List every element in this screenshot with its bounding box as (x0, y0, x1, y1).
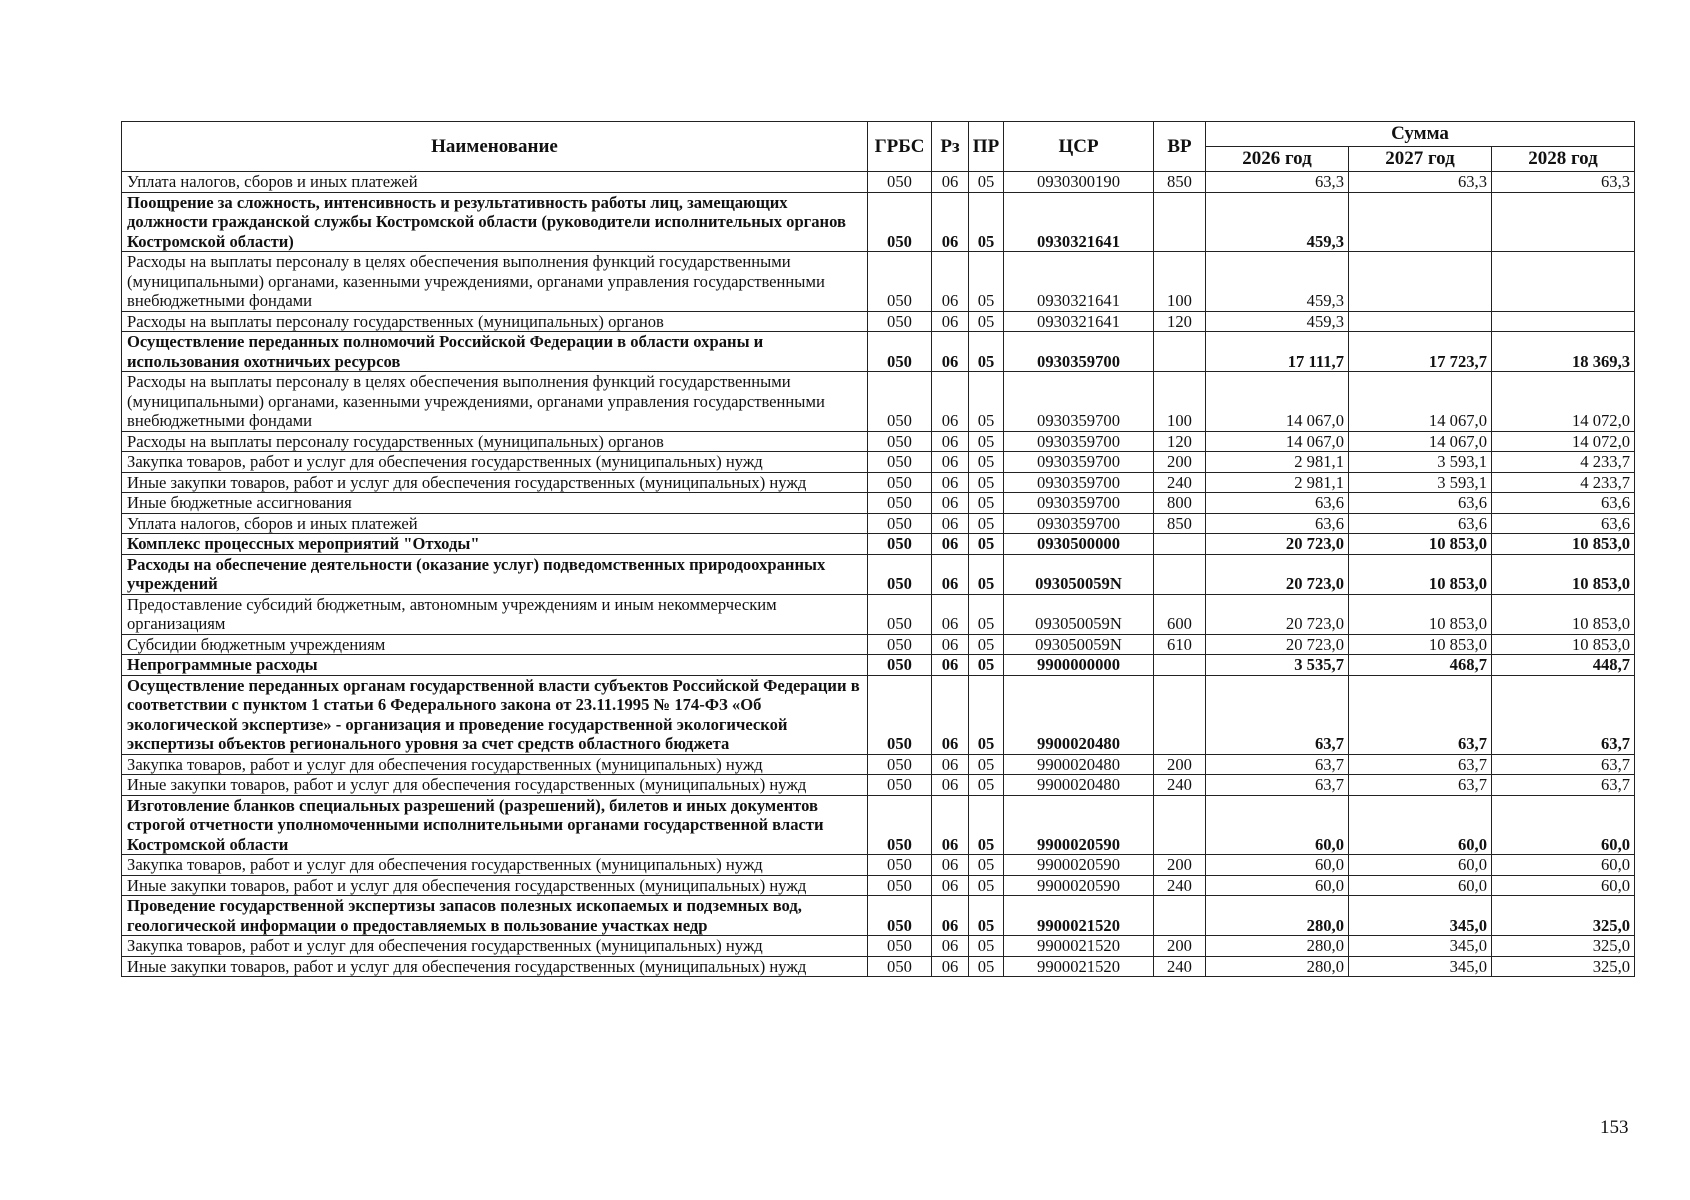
table-row (122, 472, 1635, 493)
cell-2028: 63,3 (1492, 172, 1635, 193)
cell-2026: 63,3 (1206, 172, 1349, 193)
cell-pr: 05 (969, 655, 1004, 676)
cell-pr: 05 (969, 192, 1004, 252)
cell-rz: 06 (932, 332, 969, 372)
cell-grbs: 050 (868, 252, 932, 312)
cell-grbs: 050 (868, 534, 932, 555)
cell-pr: 05 (969, 795, 1004, 855)
table-row (122, 875, 1635, 896)
cell-2026: 60,0 (1206, 855, 1349, 876)
cell-2027 (1349, 192, 1492, 252)
cell-name: Закупка товаров, работ и услуг для обеспечения государственных (муниципальных) нужд (122, 855, 868, 876)
cell-2028: 325,0 (1492, 956, 1635, 977)
cell-2026: 20 723,0 (1206, 594, 1349, 634)
cell-rz: 06 (932, 896, 969, 936)
cell-vr: 240 (1154, 472, 1206, 493)
cell-pr: 05 (969, 372, 1004, 432)
cell-name: Непрограммные расходы (122, 655, 868, 676)
cell-vr: 200 (1154, 855, 1206, 876)
cell-csr: 9900020590 (1004, 875, 1154, 896)
cell-rz: 06 (932, 675, 969, 754)
header-row (122, 122, 1635, 147)
cell-2026: 17 111,7 (1206, 332, 1349, 372)
cell-csr: 0930500000 (1004, 534, 1154, 555)
cell-name: Расходы на обеспечение деятельности (оказание услуг) подведомственных природоохранных учреждений (122, 554, 868, 594)
cell-name: Уплата налогов, сборов и иных платежей (122, 513, 868, 534)
header-year-2028: 2028 год (1492, 147, 1635, 172)
table-row (122, 956, 1635, 977)
cell-rz: 06 (932, 534, 969, 555)
cell-name: Иные закупки товаров, работ и услуг для обеспечения государственных (муниципальных) нужд (122, 775, 868, 796)
cell-csr: 9900020480 (1004, 775, 1154, 796)
cell-2026: 2 981,1 (1206, 452, 1349, 473)
cell-rz: 06 (932, 875, 969, 896)
cell-pr: 05 (969, 534, 1004, 555)
cell-name: Предоставление субсидий бюджетным, автономным учреждениям и иным некоммерческим организациям (122, 594, 868, 634)
cell-2027: 60,0 (1349, 855, 1492, 876)
cell-pr: 05 (969, 513, 1004, 534)
cell-grbs: 050 (868, 594, 932, 634)
cell-pr: 05 (969, 332, 1004, 372)
cell-2027: 60,0 (1349, 795, 1492, 855)
cell-rz: 06 (932, 452, 969, 473)
table-row (122, 795, 1635, 855)
cell-name: Комплекс процессных мероприятий "Отходы" (122, 534, 868, 555)
cell-2027: 3 593,1 (1349, 452, 1492, 473)
cell-csr: 0930359700 (1004, 472, 1154, 493)
cell-2027: 60,0 (1349, 875, 1492, 896)
cell-csr: 0930321641 (1004, 252, 1154, 312)
cell-csr: 0930359700 (1004, 332, 1154, 372)
cell-grbs: 050 (868, 754, 932, 775)
cell-pr: 05 (969, 554, 1004, 594)
cell-grbs: 050 (868, 634, 932, 655)
cell-pr: 05 (969, 855, 1004, 876)
cell-2027: 14 067,0 (1349, 372, 1492, 432)
cell-grbs: 050 (868, 372, 932, 432)
cell-csr: 0930359700 (1004, 513, 1154, 534)
header-sum: Сумма (1206, 122, 1635, 147)
table-row (122, 655, 1635, 676)
cell-name: Иные бюджетные ассигнования (122, 493, 868, 514)
cell-2026: 3 535,7 (1206, 655, 1349, 676)
cell-csr: 093050059N (1004, 634, 1154, 655)
cell-csr: 093050059N (1004, 554, 1154, 594)
cell-2027: 63,3 (1349, 172, 1492, 193)
cell-pr: 05 (969, 875, 1004, 896)
table-row (122, 754, 1635, 775)
cell-vr (1154, 554, 1206, 594)
cell-2027: 468,7 (1349, 655, 1492, 676)
cell-name: Осуществление переданных полномочий Российской Федерации в области охраны и использования охотничьих ресурсов (122, 332, 868, 372)
cell-2026: 280,0 (1206, 956, 1349, 977)
cell-2027: 63,7 (1349, 675, 1492, 754)
cell-2027 (1349, 252, 1492, 312)
cell-name: Иные закупки товаров, работ и услуг для обеспечения государственных (муниципальных) нужд (122, 875, 868, 896)
cell-vr: 240 (1154, 875, 1206, 896)
cell-pr: 05 (969, 493, 1004, 514)
cell-rz: 06 (932, 431, 969, 452)
cell-rz: 06 (932, 311, 969, 332)
cell-rz: 06 (932, 472, 969, 493)
header-grbs: ГРБС (868, 122, 932, 172)
cell-name: Расходы на выплаты персоналу государственных (муниципальных) органов (122, 431, 868, 452)
cell-csr: 0930321641 (1004, 192, 1154, 252)
cell-2027: 10 853,0 (1349, 534, 1492, 555)
cell-pr: 05 (969, 431, 1004, 452)
cell-grbs: 050 (868, 956, 932, 977)
cell-vr: 100 (1154, 372, 1206, 432)
header-pr: ПР (969, 122, 1004, 172)
cell-2028: 10 853,0 (1492, 634, 1635, 655)
cell-2026: 63,7 (1206, 775, 1349, 796)
cell-grbs: 050 (868, 192, 932, 252)
cell-2028: 10 853,0 (1492, 554, 1635, 594)
cell-rz: 06 (932, 634, 969, 655)
cell-2027: 345,0 (1349, 896, 1492, 936)
cell-csr: 0930359700 (1004, 372, 1154, 432)
cell-name: Иные закупки товаров, работ и услуг для обеспечения государственных (муниципальных) нужд (122, 472, 868, 493)
cell-vr: 200 (1154, 452, 1206, 473)
cell-grbs: 050 (868, 554, 932, 594)
cell-pr: 05 (969, 956, 1004, 977)
cell-vr (1154, 675, 1206, 754)
table-row (122, 493, 1635, 514)
cell-rz: 06 (932, 554, 969, 594)
cell-grbs: 050 (868, 472, 932, 493)
cell-2028: 448,7 (1492, 655, 1635, 676)
cell-2026: 2 981,1 (1206, 472, 1349, 493)
cell-rz: 06 (932, 775, 969, 796)
cell-2026: 63,6 (1206, 493, 1349, 514)
cell-csr: 0930359700 (1004, 452, 1154, 473)
cell-2028: 63,6 (1492, 493, 1635, 514)
cell-name: Изготовление бланков специальных разрешений (разрешений), билетов и иных документов строгой отчетности уполномоченными исполнительными органами государственной власти Костромской области (122, 795, 868, 855)
cell-csr: 9900021520 (1004, 936, 1154, 957)
cell-2027: 10 853,0 (1349, 594, 1492, 634)
cell-csr: 0930359700 (1004, 431, 1154, 452)
cell-grbs: 050 (868, 795, 932, 855)
cell-name: Расходы на выплаты персоналу государственных (муниципальных) органов (122, 311, 868, 332)
table-row (122, 634, 1635, 655)
cell-2026: 280,0 (1206, 936, 1349, 957)
cell-name: Осуществление переданных органам государственной власти субъектов Российской Федерации в соответствии с пунктом 1 статьи 6 Федерального закона от 23.11.1995 № 174-ФЗ «Об экологической экспертизе» - организация и проведение государственной экологической экспертизы объектов регионального уровня за счет средств областного бюджета (122, 675, 868, 754)
cell-name: Закупка товаров, работ и услуг для обеспечения государственных (муниципальных) нужд (122, 936, 868, 957)
table-row (122, 452, 1635, 473)
cell-grbs: 050 (868, 431, 932, 452)
cell-2028: 60,0 (1492, 875, 1635, 896)
cell-2028: 10 853,0 (1492, 594, 1635, 634)
cell-2028: 325,0 (1492, 896, 1635, 936)
cell-grbs: 050 (868, 172, 932, 193)
cell-2026: 20 723,0 (1206, 554, 1349, 594)
cell-2028: 18 369,3 (1492, 332, 1635, 372)
cell-rz: 06 (932, 956, 969, 977)
table-row (122, 172, 1635, 193)
cell-vr: 610 (1154, 634, 1206, 655)
cell-grbs: 050 (868, 675, 932, 754)
cell-grbs: 050 (868, 855, 932, 876)
cell-grbs: 050 (868, 896, 932, 936)
table-row (122, 252, 1635, 312)
cell-2027: 345,0 (1349, 956, 1492, 977)
cell-name: Закупка товаров, работ и услуг для обеспечения государственных (муниципальных) нужд (122, 754, 868, 775)
cell-rz: 06 (932, 192, 969, 252)
cell-csr: 9900020590 (1004, 795, 1154, 855)
cell-csr: 093050059N (1004, 594, 1154, 634)
cell-vr: 240 (1154, 956, 1206, 977)
cell-2026: 60,0 (1206, 875, 1349, 896)
cell-grbs: 050 (868, 655, 932, 676)
table-row (122, 534, 1635, 555)
cell-2027: 10 853,0 (1349, 634, 1492, 655)
cell-name: Расходы на выплаты персоналу в целях обеспечения выполнения функций государственными (муниципальными) органами, казенными учреждениями, органами управления государственными внебюджетными фондами (122, 252, 868, 312)
cell-2026: 280,0 (1206, 896, 1349, 936)
cell-grbs: 050 (868, 513, 932, 534)
cell-2027: 63,7 (1349, 754, 1492, 775)
header-csr: ЦСР (1004, 122, 1154, 172)
cell-vr: 120 (1154, 431, 1206, 452)
cell-grbs: 050 (868, 875, 932, 896)
cell-2028: 60,0 (1492, 855, 1635, 876)
cell-2028: 10 853,0 (1492, 534, 1635, 555)
table-row (122, 855, 1635, 876)
cell-vr: 200 (1154, 754, 1206, 775)
cell-vr: 200 (1154, 936, 1206, 957)
table-row (122, 675, 1635, 754)
cell-rz: 06 (932, 252, 969, 312)
cell-rz: 06 (932, 655, 969, 676)
cell-vr (1154, 192, 1206, 252)
cell-2027: 10 853,0 (1349, 554, 1492, 594)
table-row (122, 936, 1635, 957)
cell-grbs: 050 (868, 775, 932, 796)
cell-pr: 05 (969, 252, 1004, 312)
cell-2026: 60,0 (1206, 795, 1349, 855)
header-year-2027: 2027 год (1349, 147, 1492, 172)
cell-2028: 63,6 (1492, 513, 1635, 534)
cell-name: Уплата налогов, сборов и иных платежей (122, 172, 868, 193)
cell-2026: 20 723,0 (1206, 634, 1349, 655)
cell-rz: 06 (932, 513, 969, 534)
cell-vr: 240 (1154, 775, 1206, 796)
cell-2028 (1492, 252, 1635, 312)
cell-rz: 06 (932, 936, 969, 957)
cell-2028: 63,7 (1492, 675, 1635, 754)
cell-2026: 63,6 (1206, 513, 1349, 534)
budget-table (121, 121, 1635, 977)
cell-vr: 850 (1154, 172, 1206, 193)
table-body (122, 172, 1635, 977)
table-row (122, 372, 1635, 432)
cell-grbs: 050 (868, 493, 932, 514)
cell-pr: 05 (969, 594, 1004, 634)
cell-csr: 9900020480 (1004, 675, 1154, 754)
cell-2028: 14 072,0 (1492, 431, 1635, 452)
cell-vr: 800 (1154, 493, 1206, 514)
cell-rz: 06 (932, 754, 969, 775)
cell-pr: 05 (969, 172, 1004, 193)
cell-vr (1154, 896, 1206, 936)
cell-name: Иные закупки товаров, работ и услуг для обеспечения государственных (муниципальных) нужд (122, 956, 868, 977)
cell-csr: 0930321641 (1004, 311, 1154, 332)
cell-csr: 0930359700 (1004, 493, 1154, 514)
cell-2026: 14 067,0 (1206, 372, 1349, 432)
cell-csr: 0930300190 (1004, 172, 1154, 193)
header-vr: ВР (1154, 122, 1206, 172)
cell-vr (1154, 655, 1206, 676)
cell-grbs: 050 (868, 936, 932, 957)
cell-pr: 05 (969, 754, 1004, 775)
cell-2028: 4 233,7 (1492, 472, 1635, 493)
cell-2027: 63,6 (1349, 513, 1492, 534)
cell-2026: 14 067,0 (1206, 431, 1349, 452)
cell-2027: 3 593,1 (1349, 472, 1492, 493)
header-name: Наименование (122, 122, 868, 172)
page-number: 153 (1600, 1117, 1629, 1138)
cell-rz: 06 (932, 372, 969, 432)
cell-pr: 05 (969, 472, 1004, 493)
header-year-2026: 2026 год (1206, 147, 1349, 172)
cell-2026: 459,3 (1206, 311, 1349, 332)
cell-grbs: 050 (868, 311, 932, 332)
cell-2026: 63,7 (1206, 675, 1349, 754)
cell-name: Закупка товаров, работ и услуг для обеспечения государственных (муниципальных) нужд (122, 452, 868, 473)
cell-2028 (1492, 192, 1635, 252)
cell-vr: 850 (1154, 513, 1206, 534)
cell-vr: 600 (1154, 594, 1206, 634)
cell-csr: 9900021520 (1004, 956, 1154, 977)
cell-2028: 4 233,7 (1492, 452, 1635, 473)
table-row (122, 513, 1635, 534)
cell-2026: 459,3 (1206, 252, 1349, 312)
cell-2027 (1349, 311, 1492, 332)
cell-vr (1154, 534, 1206, 555)
cell-csr: 9900020590 (1004, 855, 1154, 876)
cell-2028: 14 072,0 (1492, 372, 1635, 432)
cell-2026: 20 723,0 (1206, 534, 1349, 555)
cell-grbs: 050 (868, 452, 932, 473)
table-row (122, 431, 1635, 452)
cell-csr: 9900000000 (1004, 655, 1154, 676)
cell-grbs: 050 (868, 332, 932, 372)
cell-rz: 06 (932, 172, 969, 193)
cell-pr: 05 (969, 775, 1004, 796)
header-rz: Рз (932, 122, 969, 172)
cell-name: Субсидии бюджетным учреждениям (122, 634, 868, 655)
cell-name: Расходы на выплаты персоналу в целях обеспечения выполнения функций государственными (муниципальными) органами, казенными учреждениями, органами управления государственными внебюджетными фондами (122, 372, 868, 432)
cell-vr (1154, 795, 1206, 855)
cell-rz: 06 (932, 493, 969, 514)
cell-pr: 05 (969, 936, 1004, 957)
cell-2028: 63,7 (1492, 775, 1635, 796)
cell-2028: 63,7 (1492, 754, 1635, 775)
table-row (122, 332, 1635, 372)
table-row (122, 775, 1635, 796)
cell-vr (1154, 332, 1206, 372)
cell-2027: 63,6 (1349, 493, 1492, 514)
cell-2027: 17 723,7 (1349, 332, 1492, 372)
cell-2028: 325,0 (1492, 936, 1635, 957)
cell-2026: 63,7 (1206, 754, 1349, 775)
cell-name: Проведение государственной экспертизы запасов полезных ископаемых и подземных вод, геологической информации о предоставляемых в пользование участках недр (122, 896, 868, 936)
cell-pr: 05 (969, 452, 1004, 473)
cell-2026: 459,3 (1206, 192, 1349, 252)
cell-pr: 05 (969, 311, 1004, 332)
table-row (122, 594, 1635, 634)
cell-2028: 60,0 (1492, 795, 1635, 855)
cell-csr: 9900021520 (1004, 896, 1154, 936)
cell-pr: 05 (969, 634, 1004, 655)
cell-rz: 06 (932, 594, 969, 634)
cell-vr: 100 (1154, 252, 1206, 312)
cell-2027: 14 067,0 (1349, 431, 1492, 452)
cell-name: Поощрение за сложность, интенсивность и результативность работы лиц, замещающих должности гражданской службы Костромской области (руководители исполнительных органов Костромской области) (122, 192, 868, 252)
cell-rz: 06 (932, 795, 969, 855)
cell-2027: 345,0 (1349, 936, 1492, 957)
cell-2027: 63,7 (1349, 775, 1492, 796)
cell-2028 (1492, 311, 1635, 332)
cell-rz: 06 (932, 855, 969, 876)
cell-vr: 120 (1154, 311, 1206, 332)
table-row (122, 192, 1635, 252)
table-row (122, 311, 1635, 332)
cell-pr: 05 (969, 675, 1004, 754)
cell-pr: 05 (969, 896, 1004, 936)
cell-csr: 9900020480 (1004, 754, 1154, 775)
table-row (122, 554, 1635, 594)
table-row (122, 896, 1635, 936)
